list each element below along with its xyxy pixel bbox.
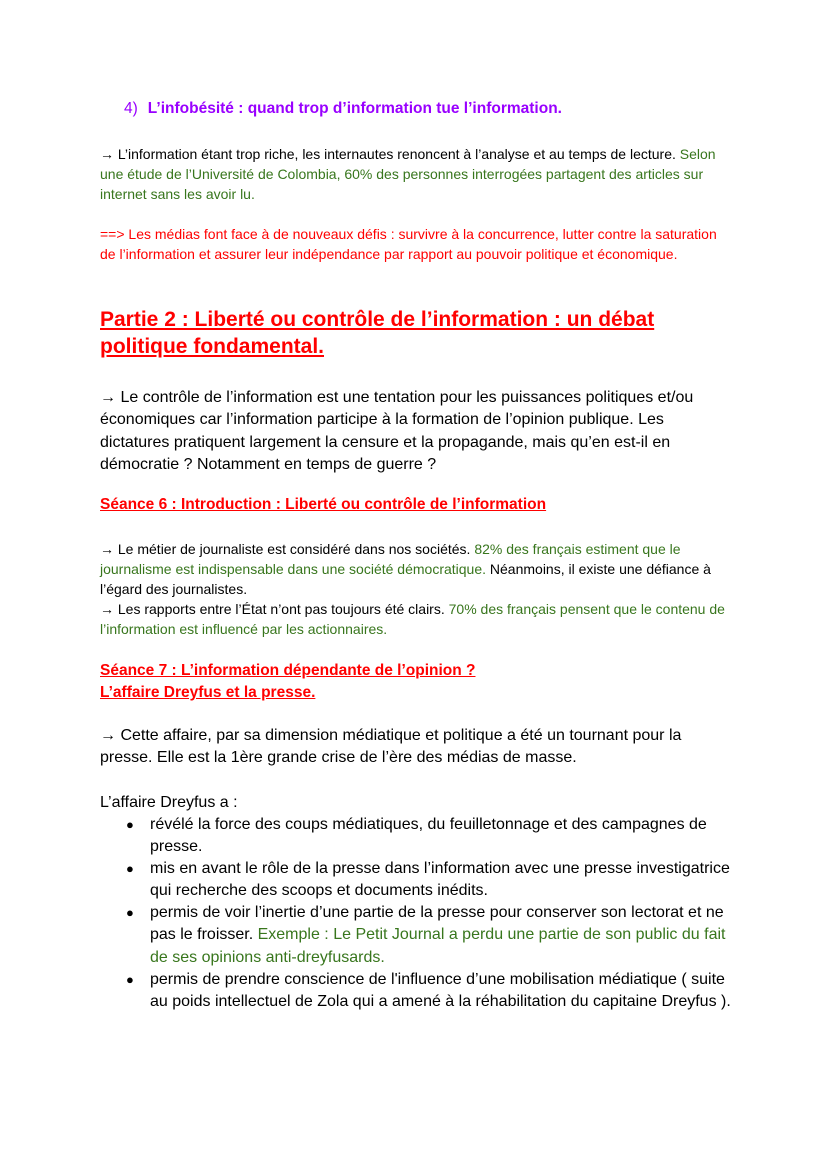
seance-7-title-line-2: L’affaire Dreyfus et la presse. [100,684,316,701]
seance-6-title: Séance 6 : Introduction : Liberté ou contrôle de l’information [100,496,547,513]
paragraph-infobesite [100,144,730,205]
paragraph-text: → L’information étant trop riche, les internautes renoncent à l’analyse et au temps de lecture. [100,146,676,162]
list-item-text: mis en avant le rôle de la presse dans l’information avec une presse investigatrice qui recherche des scoops et documents inédits. [150,860,730,900]
seance-7-intro: → Cette affaire, par sa dimension médiatique et politique a été un tournant pour la presse. Elle est la 1ère grande crise de l’ère des médias de masse. [100,727,682,767]
bullet-icon: ● [126,817,134,832]
paragraph-conclusion: ==> Les médias font face à de nouveaux défis : survivre à la concurrence, lutter contre la saturation de l’information et assurer leur indépendance par rapport au pouvoir politique et économique. [100,226,717,263]
list-item [100,858,740,902]
list-item-text: permis de prendre conscience de l'influence d’une mobilisation médiatique ( suite au poids intellectuel de Zola qui a amené à la réhabilitation du capitaine Dreyfus ). [150,970,731,1010]
list-item [100,969,740,1013]
section-title: L’infobésité : quand trop d’information tue l’information. [147,100,562,117]
dreyfus-bullet-list [100,814,740,1013]
section-number: 4) [124,100,138,117]
bullet-icon: ● [126,905,134,921]
paragraph-text-end: Néanmoins, il existe une défiance à l’égard des journalistes. [100,561,711,598]
list-item [100,902,740,968]
seance-7-title-line-1: Séance 7 : L’information dépendante de l’opinion ? [100,662,476,679]
part-2-title: Partie 2 : Liberté ou contrôle de l’information : un débat politique fondamental. [100,308,655,358]
list-item-text: permis de voir l’inertie d’une partie de la presse pour conserver son lectorat et ne pas le froisser. [150,904,724,944]
paragraph-statistic: Selon une étude de l’Université de Colombia, 60% des personnes interrogées partagent des articles sur internet sans les avoir lu. [100,146,716,203]
paragraph-text: → Les rapports entre l’État n’ont pas toujours été clairs. [100,601,445,617]
part-2-intro: → Le contrôle de l’information est une tentation pour les puissances politiques et/ou économiques car l’information participe à la formation de l’opinion publique. Les dictatures pratiquent largement la censure et la propagande, mais qu’en est-il en démocratie ? Notamment en temps de guerre ? [100,389,694,473]
list-item-text: révélé la force des coups médiatiques, du feuilletonnage et des campagnes de presse. [150,816,707,856]
list-item [100,814,740,858]
bullet-icon: ● [126,971,134,987]
seance-6-paragraph-2 [100,599,730,639]
paragraph-statistic: 70% des français pensent que le contenu de l’information est influencé par les actionnaires. [100,601,725,638]
paragraph-statistic: 82% des français estiment que le journalisme est indispensable dans une société démocratique. [100,541,681,578]
bullet-icon: ● [126,861,134,877]
section-4-heading [124,99,754,119]
seance-6-paragraph-1 [100,539,730,600]
list-item-example: Exemple : Le Petit Journal a perdu une partie de son public du fait de ses opinions anti-dreyfusards. [150,926,726,966]
paragraph-text: → Le métier de journaliste est considéré dans nos sociétés. [100,541,471,557]
seance-7-lead: L’affaire Dreyfus a : [100,794,238,811]
